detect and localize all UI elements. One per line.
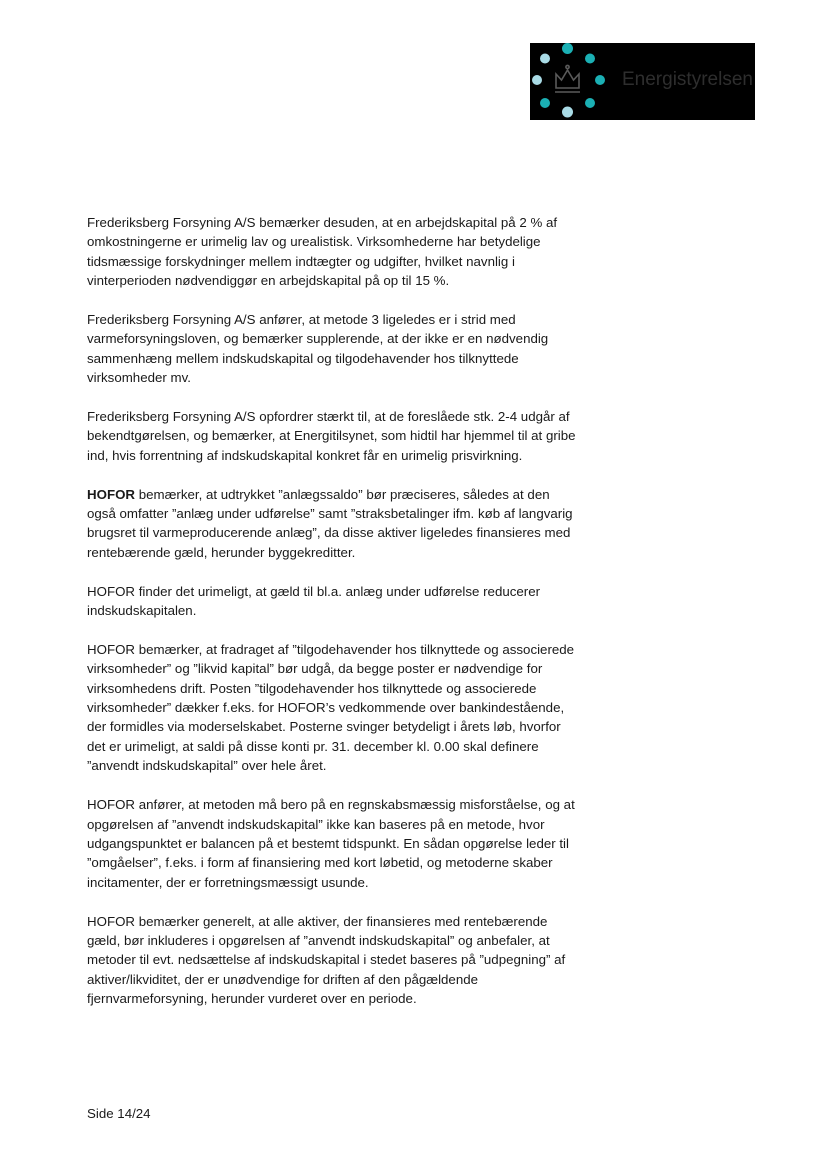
text-line: omkostningerne er urimelig lav og urealistisk. Virksomhederne har betydelige <box>87 234 541 250</box>
text-line: virksomheder” dækker f.eks. for HOFOR’s vedkommende over bankindestående, <box>87 700 565 716</box>
text-line: gæld, bør inkluderes i opgørelsen af ”anvendt indskudskapital” og anbefaler, at <box>87 932 550 948</box>
logo-text: Energistyrelsen <box>622 69 753 90</box>
text-line: virksomheder” og ”likvid kapital” bør udgå, da begge poster er nødvendige for <box>87 661 543 677</box>
text-line: virksomheder mv. <box>87 370 191 386</box>
text-line: HOFOR bemærker, at fradraget af ”tilgodehavender hos tilknyttede og associerede <box>87 641 575 657</box>
text-line: der formidles via moderselskabet. Posterne svinger betydeligt i årets løb, hvorfor <box>87 719 561 735</box>
text-line: vinterperioden nødvendiggør en arbejdskapital på op til 15 %. <box>87 273 450 289</box>
energistyrelsen-logo <box>530 43 755 120</box>
text-line: udgangspunktet er balancen på et bestemt tidspunkt. En sådan opgørelse leder til <box>87 835 569 851</box>
paragraph-3 <box>87 407 617 465</box>
text-line: det er urimeligt, at saldi på disse konti pr. 31. december kl. 0.00 skal definere <box>87 738 539 754</box>
paragraph-1 <box>87 213 617 291</box>
text-line: opgørelsen af ”anvendt indskudskapital” ikke kan baseres på en metode, hvor <box>87 816 545 832</box>
text-line: indskudskapitalen. <box>87 603 197 619</box>
text-line: ”anvendt indskudskapital” over hele året. <box>87 758 327 774</box>
text-line: bekendtgørelsen, og bemærker, at Energitilsynet, som hidtil har hjemmel til at gribe <box>87 428 576 444</box>
text-line: ind, hvis forrentning af indskudskapital konkret får en urimelig prisvirkning. <box>87 447 523 463</box>
text-line: fjernvarmeforsyning, herunder vurderet over en periode. <box>87 991 417 1007</box>
hofor-bold-label: HOFOR <box>87 486 136 502</box>
text-line: HOFOR bemærker generelt, at alle aktiver, der finansieres med rentebærende <box>87 913 548 929</box>
text-line: metoder til evt. nedsættelse af indskudskapital i stedet baseres på ”udpegning” af <box>87 952 566 968</box>
text-line: rentebærende gæld, herunder byggekreditter. <box>87 544 356 560</box>
text-line: HOFOR anfører, at metoden må bero på en regnskabsmæssig misforståelse, og at <box>87 797 575 813</box>
text-line: brugsret til varmeproducerende anlæg”, da disse aktiver ligeledes finansieres med <box>87 525 571 541</box>
paragraph-7 <box>87 795 617 892</box>
text-line: tidsmæssige forskydninger mellem indtægter og udgifter, hvilket navnlig i <box>87 253 515 269</box>
text-line: incitamenter, der er forretningsmæssigt usunde. <box>87 874 369 890</box>
text-line: ”omgåelser”, f.eks. i form af finansiering med kort løbetid, og metoderne skaber <box>87 855 553 871</box>
page-number: Side 14/24 <box>87 1106 151 1121</box>
text-line: sammenhæng mellem indskudskapital og tilgodehavender hos tilknyttede <box>87 350 519 366</box>
text-line <box>87 485 617 504</box>
paragraph-2 <box>87 310 617 388</box>
paragraph-8 <box>87 912 617 1009</box>
paragraph-6 <box>87 640 617 776</box>
text-line: virksomhedens drift. Posten ”tilgodehavender hos tilknyttede og associerede <box>87 680 537 696</box>
text-line-rest: bemærker, at udtrykket ”anlægssaldo” bør præciseres, således at den <box>135 486 550 502</box>
text-line: også omfatter ”anlæg under udførelse” samt ”straksbetalinger ifm. køb af langvarig <box>87 506 573 522</box>
text-line: HOFOR finder det urimeligt, at gæld til bl.a. anlæg under udførelse reducerer <box>87 583 541 599</box>
text-line: Frederiksberg Forsyning A/S bemærker desuden, at en arbejdskapital på 2 % af <box>87 215 558 230</box>
paragraph-4 <box>87 485 617 563</box>
text-line: aktiver/likviditet, der er unødvendige for driften af den pågældende <box>87 971 479 987</box>
text-line: Frederiksberg Forsyning A/S opfordrer stærkt til, at de foreslåede stk. 2-4 udgår af <box>87 409 570 425</box>
text-line: Frederiksberg Forsyning A/S anfører, at metode 3 ligeledes er i strid med <box>87 312 516 328</box>
paragraph-5 <box>87 582 617 621</box>
text-line: varmeforsyningsloven, og bemærker supplerende, at der ikke er en nødvendig <box>87 331 549 347</box>
document-body <box>87 213 617 1028</box>
